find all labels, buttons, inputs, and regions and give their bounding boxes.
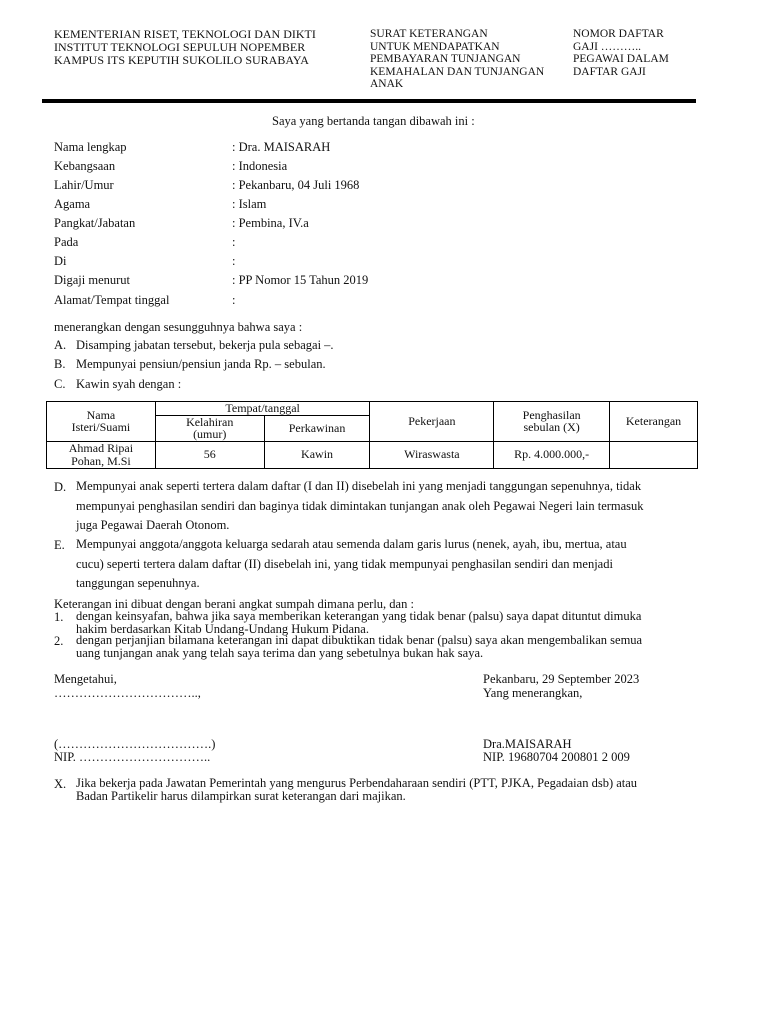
oath-mark: 1. (54, 610, 64, 624)
cell-name-line: Ahmad Ripai (68, 441, 134, 455)
number-line: GAJI ……….. (573, 40, 642, 53)
institution-line: KEMENTERIAN RISET, TEKNOLOGI DAN DIKTI (54, 27, 316, 41)
field-row (54, 273, 694, 290)
item-text: Mempunyai pensiun/pensiun janda Rp. – sebulan. (76, 357, 326, 371)
field-value: : Dra. MAISARAH (232, 140, 331, 154)
right-sign-nip: NIP. 19680704 200801 2 009 (483, 750, 630, 764)
item-d-line: Mempunyai anak seperti tertera dalam daftar (I dan II) disebelah ini yang menjadi tanggungan sepenuhnya, tidak (76, 479, 642, 493)
field-value: : (232, 235, 236, 249)
field-row (54, 293, 694, 310)
table-header-row (47, 402, 698, 416)
field-row (54, 254, 694, 271)
left-sign-name: (……………………………….) (54, 737, 216, 751)
note-line: Jika bekerja pada Jawatan Pemerintah yang mengurus Perbendaharaan sendiri (PTT, PJKA, Pegadaian dsb) atau (76, 776, 638, 790)
item-mark: E. (54, 538, 65, 552)
item-mark: B. (54, 357, 66, 371)
oath-mark: 2. (54, 634, 64, 648)
oath-line: dengan perjanjian bilamana keterangan ini dapat dibuktikan tidak benar (palsu) saya akan mengembalikan semua (76, 633, 643, 647)
header-name-line: Nama (86, 407, 116, 422)
number-block (573, 28, 669, 78)
oath-line: uang tunjangan anak yang telah saya terima dan yang sebetulnya bukan hak saya. (76, 646, 484, 660)
right-sign-name: Dra.MAISARAH (483, 737, 572, 751)
title-line: UNTUK MENDAPATKAN (370, 40, 500, 53)
field-label: Digaji menurut (54, 273, 131, 287)
field-row (54, 159, 694, 176)
right-sign-title: Yang menerangkan, (483, 686, 583, 700)
number-line: PEGAWAI DALAM (573, 53, 669, 65)
field-label: Di (54, 254, 67, 268)
field-label: Kebangsaan (54, 159, 116, 173)
institution-block (54, 28, 316, 67)
field-label: Pangkat/Jabatan (54, 216, 136, 230)
left-sign-title: Mengetahui, (54, 672, 117, 686)
field-value: : PP Nomor 15 Tahun 2019 (232, 273, 369, 287)
left-sign-nip: NIP. ………………………….. (54, 750, 211, 764)
header-kelahiran-line: Kelahiran (186, 414, 234, 429)
oath-intro: Keterangan ini dibuat dengan berani angkat sumpah dimana perlu, dan : (54, 597, 414, 611)
cell-umur: 56 (155, 441, 264, 468)
item-e-text (76, 535, 706, 594)
field-label: Pada (54, 235, 79, 249)
item-d-text (76, 477, 706, 536)
oath-line: hakim berdasarkan Kitab Undang-Undang Hukum Pidana. (76, 622, 369, 636)
header-kelahiran (155, 415, 264, 441)
title-line: ANAK (370, 78, 404, 90)
header-kelahiran-line: (umur) (193, 427, 227, 441)
header-rule (42, 99, 696, 103)
number-line: NOMOR DAFTAR (573, 28, 664, 40)
field-value: : Pekanbaru, 04 Juli 1968 (232, 178, 360, 192)
title-line: KEMAHALAN DAN TUNJANGAN (370, 65, 545, 78)
document-title-block (370, 28, 544, 91)
item-d-line: juga Pegawai Daerah Otonom. (76, 518, 230, 532)
note-line: Badan Partikelir harus dilampirkan surat keterangan dari majikan. (76, 789, 406, 803)
field-value: : Indonesia (232, 159, 288, 173)
title-line: PEMBAYARAN TUNJANGAN (370, 53, 521, 65)
item-text: Disamping jabatan tersebut, bekerja pula sebagai –. (76, 338, 334, 352)
header-pekerjaan: Pekerjaan (370, 402, 494, 442)
field-label: Lahir/Umur (54, 178, 114, 192)
table-row (47, 441, 698, 468)
item-mark: A. (54, 338, 67, 352)
field-row (54, 140, 694, 157)
item-text: Kawin syah dengan : (76, 377, 182, 391)
cell-name (47, 441, 156, 468)
right-sign-place: Pekanbaru, 29 September 2023 (483, 672, 640, 686)
cell-pekerjaan: Wiraswasta (370, 441, 494, 468)
item-e-line: cucu) seperti tertera dalam daftar (II) disebelah ini, yang tidak mempunyai penghasilan sendiri dan menjadi (76, 556, 613, 571)
header-tempat: Tempat/tanggal (155, 402, 370, 416)
field-label: Nama lengkap (54, 140, 127, 154)
field-label: Agama (54, 197, 91, 211)
header-perkawinan: Perkawinan (264, 415, 370, 441)
header-keterangan: Keterangan (610, 402, 698, 442)
field-row (54, 235, 694, 252)
intro-text: Saya yang bertanda tangan dibawah ini : (272, 114, 475, 128)
declare-text: menerangkan dengan sesungguhnya bahwa saya : (54, 320, 303, 334)
field-value: : Pembina, IV.a (232, 216, 309, 230)
note-mark: X. (54, 777, 67, 791)
cell-keterangan (610, 441, 698, 468)
header-penghasilan (494, 402, 610, 442)
institution-line: INSTITUT TEKNOLOGI SEPULUH NOPEMBER (54, 40, 306, 54)
item-e-line: tanggungan sepenuhnya. (76, 576, 200, 590)
field-value: : (232, 293, 236, 307)
header-penghasilan-line: sebulan (X) (523, 420, 580, 435)
cell-perkawinan: Kawin (264, 441, 370, 468)
field-row (54, 197, 694, 214)
cell-penghasilan: Rp. 4.000.000,- (494, 441, 610, 468)
field-value: : (232, 254, 236, 268)
note-text (76, 777, 706, 803)
header-name (47, 402, 156, 442)
item-d-line: mempunyai penghasilan sendiri dan baginya tidak dimintakan tunjangan anak oleh Pegawai Negeri lain termasuk (76, 498, 644, 513)
header-penghasilan-line: Penghasilan (522, 407, 581, 422)
oath-line: dengan keinsyafan, bahwa jika saya memberikan keterangan yang tidak benar (palsu) saya dapat dituntut dimuka (76, 609, 642, 623)
cell-name-line: Pohan, M.Si (71, 453, 131, 468)
field-row (54, 178, 694, 195)
field-label: Alamat/Tempat tinggal (54, 293, 170, 307)
institution-line: KAMPUS ITS KEPUTIH SUKOLILO SURABAYA (54, 53, 309, 67)
header-name-line: Isteri/Suami (71, 420, 131, 435)
item-mark: D. (54, 480, 67, 494)
field-value: : Islam (232, 197, 267, 211)
field-row (54, 216, 694, 233)
left-sign-dots: …………………………….., (54, 686, 201, 700)
oath-item (76, 634, 706, 660)
title-line: SURAT KETERANGAN (370, 28, 488, 40)
item-mark: C. (54, 377, 66, 391)
item-e-line: Mempunyai anggota/anggota keluarga sedarah atau semenda dalam garis lurus (nenek, ayah, ibu, mertua, atau (76, 537, 627, 551)
spouse-table (46, 401, 698, 469)
number-line: DAFTAR GAJI (573, 65, 646, 78)
